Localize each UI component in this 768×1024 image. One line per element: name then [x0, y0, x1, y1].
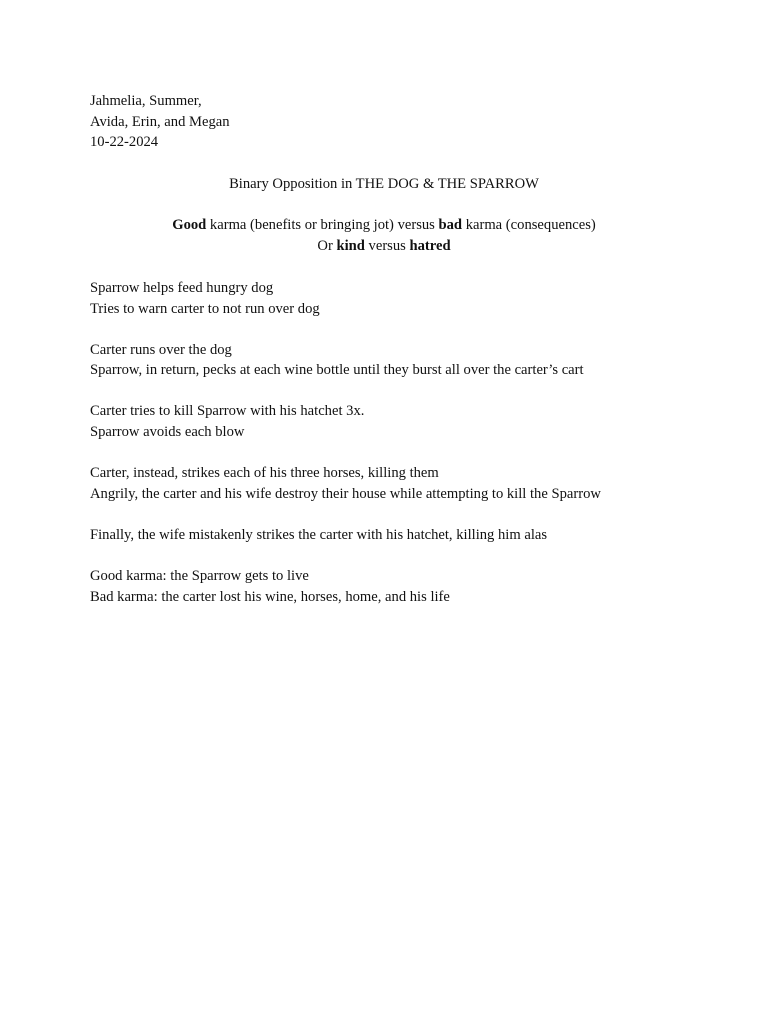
- kind-word: kind: [336, 238, 365, 254]
- paragraph-2-line-2: Sparrow, in return, pecks at each wine bottle until they burst all over the carter’s cart: [90, 362, 584, 378]
- authors-line-2: Avida, Erin, and Megan: [90, 114, 230, 130]
- good-word: Good: [172, 217, 207, 233]
- paragraph-5-line-1: Finally, the wife mistakenly strikes the carter with his hatchet, killing him alas: [90, 527, 548, 543]
- paragraph-3-line-2: Sparrow avoids each blow: [90, 424, 245, 440]
- authors-line-1: Jahmelia, Summer,: [90, 93, 202, 109]
- paragraph-3-line-1: Carter tries to kill Sparrow with his hatchet 3x.: [90, 403, 365, 419]
- document-date: 10-22-2024: [90, 134, 159, 150]
- bad-word: bad: [438, 217, 463, 233]
- paragraph-6-line-2: Bad karma: the carter lost his wine, horses, home, and his life: [90, 589, 450, 605]
- paragraph-4-line-1: Carter, instead, strikes each of his three horses, killing them: [90, 465, 439, 481]
- paragraph-2-line-1: Carter runs over the dog: [90, 342, 232, 358]
- subtitle-text-1: karma (benefits or bringing jot) versus: [206, 217, 439, 233]
- subtitle-line-1: [0, 215, 768, 235]
- document-title: Binary Opposition in THE DOG & THE SPARROW: [229, 176, 539, 192]
- paragraph-1-line-1: Sparrow helps feed hungry dog: [90, 280, 274, 296]
- subtitle-line-2: [0, 236, 768, 256]
- paragraph-6-line-1: Good karma: the Sparrow gets to live: [90, 568, 309, 584]
- paragraph-4-line-2: Angrily, the carter and his wife destroy their house while attempting to kill the Sparrow: [90, 486, 601, 502]
- subtitle-text-2: karma (consequences): [462, 217, 596, 233]
- hatred-word: hatred: [409, 238, 451, 254]
- or-word: Or: [317, 238, 337, 254]
- versus-word: versus: [364, 238, 410, 254]
- paragraph-1-line-2: Tries to warn carter to not run over dog: [90, 301, 320, 317]
